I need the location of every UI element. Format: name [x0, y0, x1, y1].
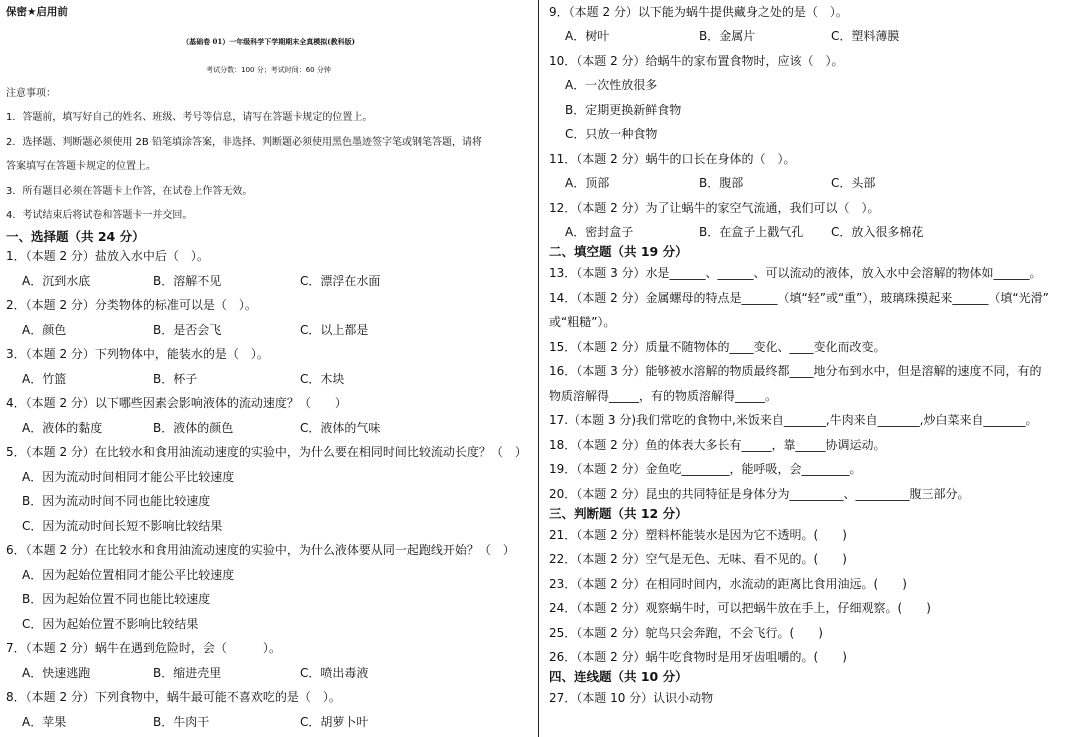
- option-c: C．液体的气味: [300, 421, 381, 435]
- judge-line: 23．（本题 2 分）在相同时间内，水流动的距离比食用油远。( ): [549, 577, 907, 591]
- option-row: [565, 224, 923, 240]
- option-a: A．顶部: [565, 176, 610, 190]
- option-a: A．密封盒子: [565, 225, 634, 239]
- option-b: B．定期更换新鲜食物: [565, 103, 682, 117]
- option-c: C．因为流动时间长短不影响比较结果: [22, 519, 223, 533]
- fill-line: 20．（本题 2 分）昆虫的共同特征是身体分为_________、_________腹三部分。: [549, 487, 970, 501]
- judge-line: 22．（本题 2 分）空气是无色、无味、看不见的。( ): [549, 552, 847, 566]
- option-row: [565, 28, 899, 44]
- note-item: 1．答题前，填写好自己的姓名、班级、考号等信息，请写在答题卡规定的位置上。: [6, 112, 373, 123]
- question-stem: 10．（本题 2 分）给蜗牛的家布置食物时，应该（ ）。: [549, 54, 844, 68]
- option-c: C．因为起始位置不影响比较结果: [22, 617, 199, 631]
- section-heading-judge: 三、判断题（共 12 分）: [549, 506, 688, 521]
- question-stem: 4．（本题 2 分）以下哪些因素会影响液体的流动速度？（ ）: [6, 396, 347, 410]
- fill-line: 18．（本题 2 分）鱼的体表大多长有_____，靠_____协调运动。: [549, 438, 886, 452]
- section-heading-choice: 一、选择题（共 24 分）: [6, 229, 145, 244]
- option-a: A．一次性放很多: [565, 78, 658, 92]
- fill-line: 15．（本题 2 分）质量不随物体的____变化、____变化而改变。: [549, 340, 886, 354]
- judge-line: 21．（本题 2 分）塑料杯能装水是因为它不透明。( ): [549, 528, 847, 542]
- left-column: [0, 0, 537, 737]
- note-item: 2．选择题、判断题必须使用 2B 铅笔填涂答案，非选择、判断题必须使用黑色墨迹签字笔或钢笔答题，请将: [6, 137, 482, 148]
- question-stem: 1．（本题 2 分）盐放入水中后（ ）。: [6, 249, 209, 263]
- option-a: A．快速逃跑: [22, 666, 91, 680]
- fill-line: 16．（本题 3 分）能够被水溶解的物质最终都____地分布到水中，但是溶解的速度不同，有的: [549, 364, 1042, 378]
- option-b: B．因为流动时间不同也能比较速度: [22, 494, 211, 508]
- option-row: [22, 665, 368, 681]
- option-c: C．木块: [300, 372, 345, 386]
- right-column: [541, 0, 1080, 737]
- exam-info: 考试分数：100 分；考试时间：60 分钟: [206, 66, 331, 74]
- option-c: C．以上都是: [300, 323, 369, 337]
- option-a: A．苹果: [22, 715, 67, 729]
- question-stem: 5．（本题 2 分）在比较水和食用油流动速度的实验中，为什么要在相同时间比较流动长度？（ ）: [6, 445, 527, 459]
- option-c: C．喷出毒液: [300, 666, 369, 680]
- question-stem: 7．（本题 2 分）蜗牛在遇到危险时，会（ ）。: [6, 641, 281, 655]
- option-b: B．腹部: [699, 176, 744, 190]
- question-stem: 12．（本题 2 分）为了让蜗牛的家空气流通，我们可以（ ）。: [549, 201, 880, 215]
- notes-heading: 注意事项：: [6, 88, 56, 99]
- judge-line: 26．（本题 2 分）蜗牛吃食物时是用牙齿咀嚼的。( ): [549, 650, 847, 664]
- note-item: 4．考试结束后将试卷和答题卡一并交回。: [6, 210, 193, 221]
- question-stem: 6．（本题 2 分）在比较水和食用油流动速度的实验中，为什么液体要从同一起跑线开始？（ ）: [6, 543, 515, 557]
- fill-line: 14．（本题 2 分）金属螺母的特点是______（填“轻”或“重”），玻璃珠摸起来______（填“光滑”: [549, 291, 1049, 305]
- option-b: B．液体的颜色: [153, 421, 234, 435]
- option-b: B．金属片: [699, 29, 756, 43]
- note-item: 3．所有题目必须在答题卡上作答，在试卷上作答无效。: [6, 186, 253, 197]
- option-a: A．竹篮: [22, 372, 67, 386]
- option-row: [565, 175, 875, 191]
- fill-line: 或“粗糙”）。: [549, 315, 616, 329]
- fill-line: 13．（本题 3 分）水是______、______、可以流动的液体，放入水中会溶解的物体如______。: [549, 266, 1042, 280]
- option-row: [22, 273, 380, 289]
- option-c: C．胡萝卜叶: [300, 715, 369, 729]
- option-row: [22, 714, 368, 730]
- section-heading-match: 四、连线题（共 10 分）: [549, 669, 688, 684]
- option-b: B．牛肉干: [153, 715, 210, 729]
- confidential-mark: 保密★启用前: [6, 6, 68, 18]
- question-stem: 9．（本题 2 分）以下能为蜗牛提供藏身之处的是（ ）。: [549, 5, 848, 19]
- option-b: B．缩进壳里: [153, 666, 222, 680]
- option-c: C．头部: [831, 176, 876, 190]
- option-b: B．因为起始位置不同也能比较速度: [22, 592, 211, 606]
- question-stem: 3．（本题 2 分）下列物体中，能装水的是（ ）。: [6, 347, 269, 361]
- option-a: A．树叶: [565, 29, 610, 43]
- match-line: 27．（本题 10 分）认识小动物: [549, 691, 714, 705]
- section-heading-fill: 二、填空题（共 19 分）: [549, 244, 688, 259]
- option-b: B．杯子: [153, 372, 198, 386]
- option-b: B．在盒子上戳气孔: [699, 225, 804, 239]
- option-c: C．塑料薄膜: [831, 29, 900, 43]
- option-row: [22, 371, 344, 387]
- option-a: A．因为起始位置相同才能公平比较速度: [22, 568, 235, 582]
- option-c: C．放入很多棉花: [831, 225, 924, 239]
- note-item: 答案填写在答题卡规定的位置上。: [6, 161, 156, 172]
- option-row: [22, 322, 368, 338]
- judge-line: 25．（本题 2 分）鸵鸟只会奔跑，不会飞行。( ): [549, 626, 823, 640]
- fill-line: 17.（本题 3 分)我们常吃的食物中,米饭来自_______,牛肉来自_______,炒白菜来自_______。: [549, 413, 1038, 427]
- option-a: A．液体的黏度: [22, 421, 103, 435]
- fill-line: 物质溶解得_____，有的物质溶解得_____。: [549, 389, 778, 403]
- option-a: A．沉到水底: [22, 274, 91, 288]
- option-b: B．是否会飞: [153, 323, 222, 337]
- option-a: A．因为流动时间相同才能公平比较速度: [22, 470, 235, 484]
- option-a: A．颜色: [22, 323, 67, 337]
- option-c: C．漂浮在水面: [300, 274, 381, 288]
- column-divider: [538, 0, 539, 737]
- option-b: B．溶解不见: [153, 274, 222, 288]
- question-stem: 11．（本题 2 分）蜗牛的口长在身体的（ ）。: [549, 152, 796, 166]
- fill-line: 19．（本题 2 分）金鱼吃________，能呼吸，会________。: [549, 462, 862, 476]
- exam-title: （基础卷 01）一年级科学下学期期末全真模拟(教科版): [182, 37, 355, 46]
- option-row: [22, 420, 380, 436]
- question-stem: 2．（本题 2 分）分类物体的标准可以是（ ）。: [6, 298, 257, 312]
- judge-line: 24．（本题 2 分）观察蜗牛时，可以把蜗牛放在手上，仔细观察。( ): [549, 601, 931, 615]
- question-stem: 8．（本题 2 分）下列食物中，蜗牛最可能不喜欢吃的是（ ）。: [6, 690, 341, 704]
- option-c: C．只放一种食物: [565, 127, 658, 141]
